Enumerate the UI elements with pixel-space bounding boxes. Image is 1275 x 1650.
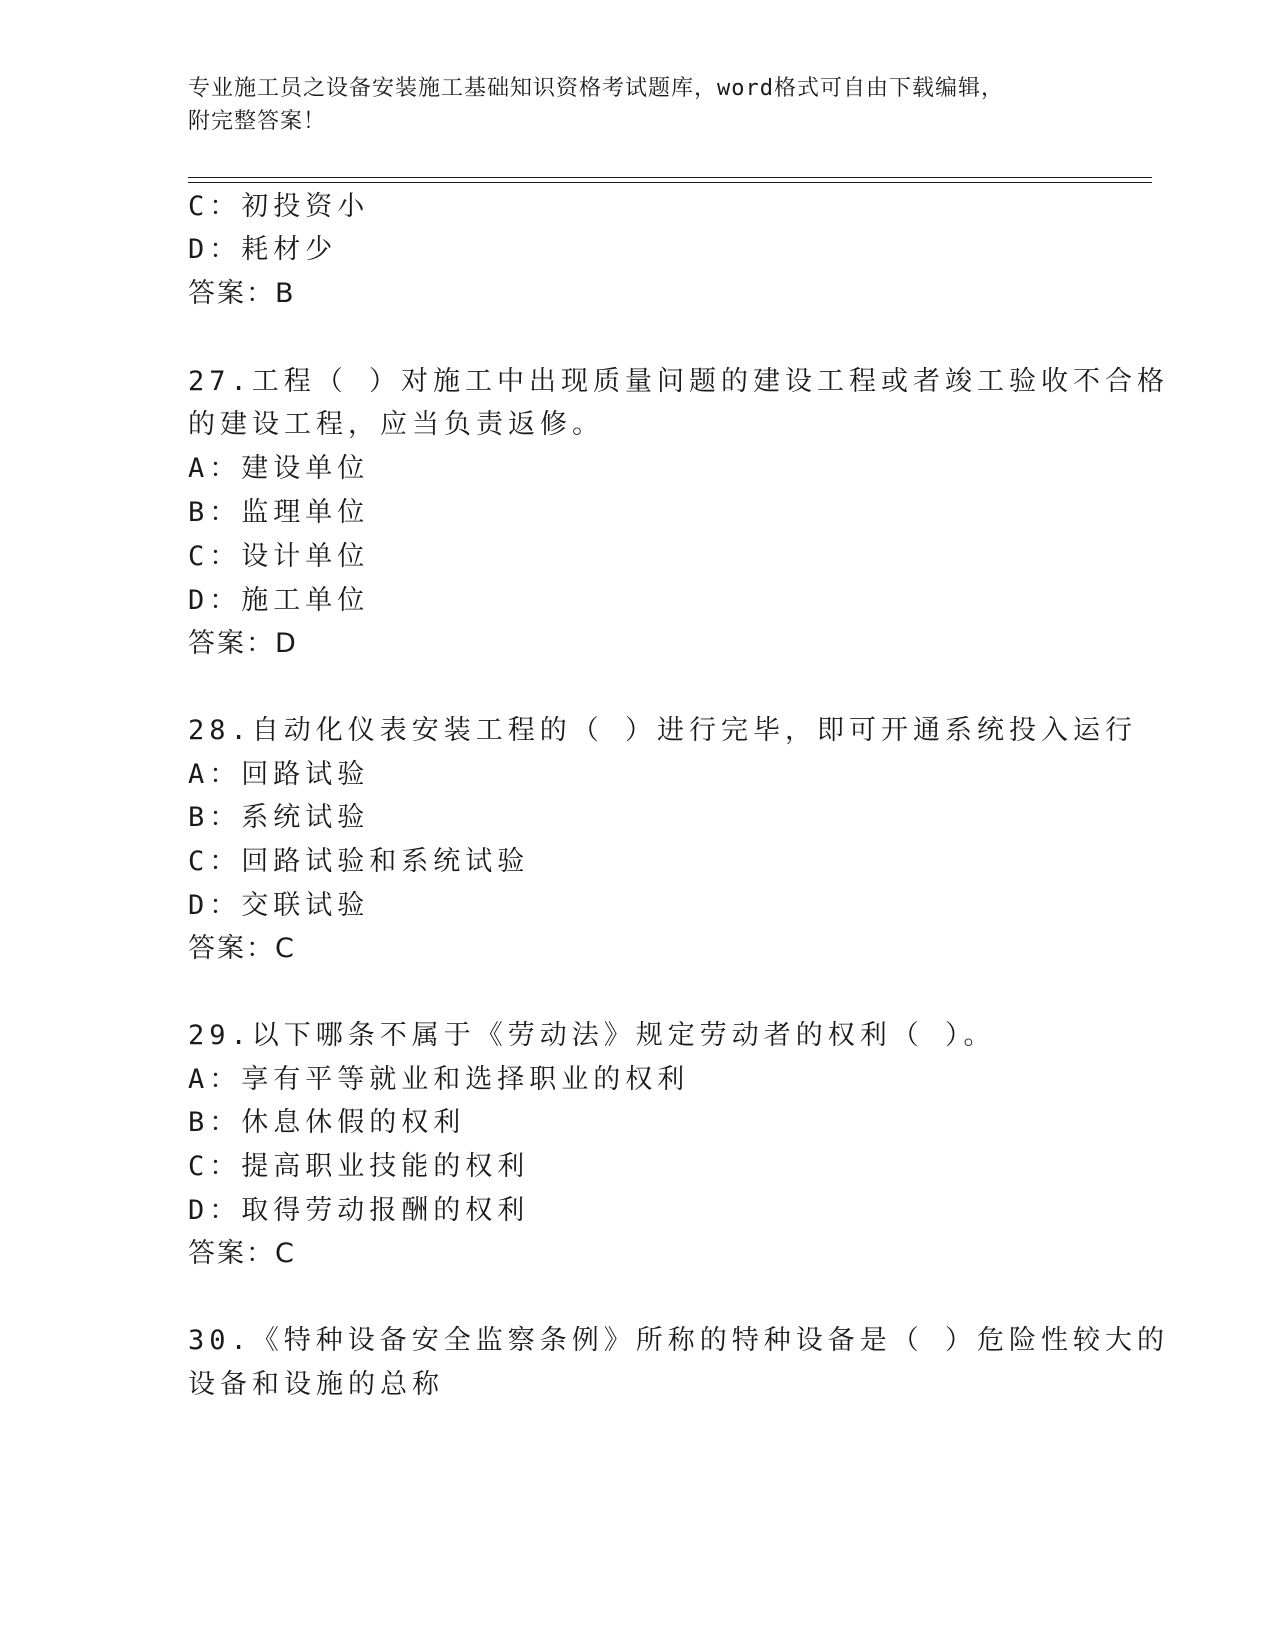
q28-stem-line-1: 28.自动化仪表安装工程的（ ）进行完毕，即可开通系统投入运行 — [188, 715, 1138, 746]
q29-stem-line-1: 29.以下哪条不属于《劳动法》规定劳动者的权利（ ）。 — [188, 1020, 996, 1051]
q29-option-a: A：享有平等就业和选择职业的权利 — [188, 1064, 690, 1095]
q28-answer: 答案：C — [188, 933, 296, 964]
q28-option-c: C：回路试验和系统试验 — [188, 846, 530, 877]
q29-option-b: B：休息休假的权利 — [188, 1107, 466, 1138]
q27-option-a: A：建设单位 — [188, 453, 370, 484]
header-divider-bottom — [188, 182, 1152, 183]
q27-stem-line-2: 的建设工程，应当负责返修。 — [188, 409, 604, 440]
q29-option-c: C：提高职业技能的权利 — [188, 1151, 530, 1182]
q28-option-d: D：交联试验 — [188, 890, 370, 921]
document-header — [188, 72, 1088, 138]
q27-answer: 答案：D — [188, 628, 298, 659]
q28-option-b: B：系统试验 — [188, 802, 370, 833]
header-divider-top — [188, 177, 1152, 178]
q27-stem-line-1: 27.工程（ ）对施工中出现质量问题的建设工程或者竣工验收不合格 — [188, 366, 1170, 397]
prev-option-d: D：耗材少 — [188, 234, 338, 265]
q29-answer: 答案：C — [188, 1238, 296, 1269]
q27-option-b: B：监理单位 — [188, 497, 370, 528]
q27-option-c: C：设计单位 — [188, 541, 370, 572]
prev-answer: 答案：B — [188, 278, 296, 309]
header-line-2: 附完整答案！ — [188, 109, 327, 134]
q30-stem-line-1: 30.《特种设备安全监察条例》所称的特种设备是（ ）危险性较大的 — [188, 1325, 1170, 1356]
prev-option-c: C：初投资小 — [188, 191, 370, 222]
q30-stem-line-2: 设备和设施的总称 — [188, 1369, 444, 1400]
header-line-1: 专业施工员之设备安装施工基础知识资格考试题库，word格式可自由下载编辑， — [188, 76, 1004, 101]
q29-option-d: D：取得劳动报酬的权利 — [188, 1195, 530, 1226]
q28-option-a: A：回路试验 — [188, 759, 370, 790]
q27-option-d: D：施工单位 — [188, 585, 370, 616]
